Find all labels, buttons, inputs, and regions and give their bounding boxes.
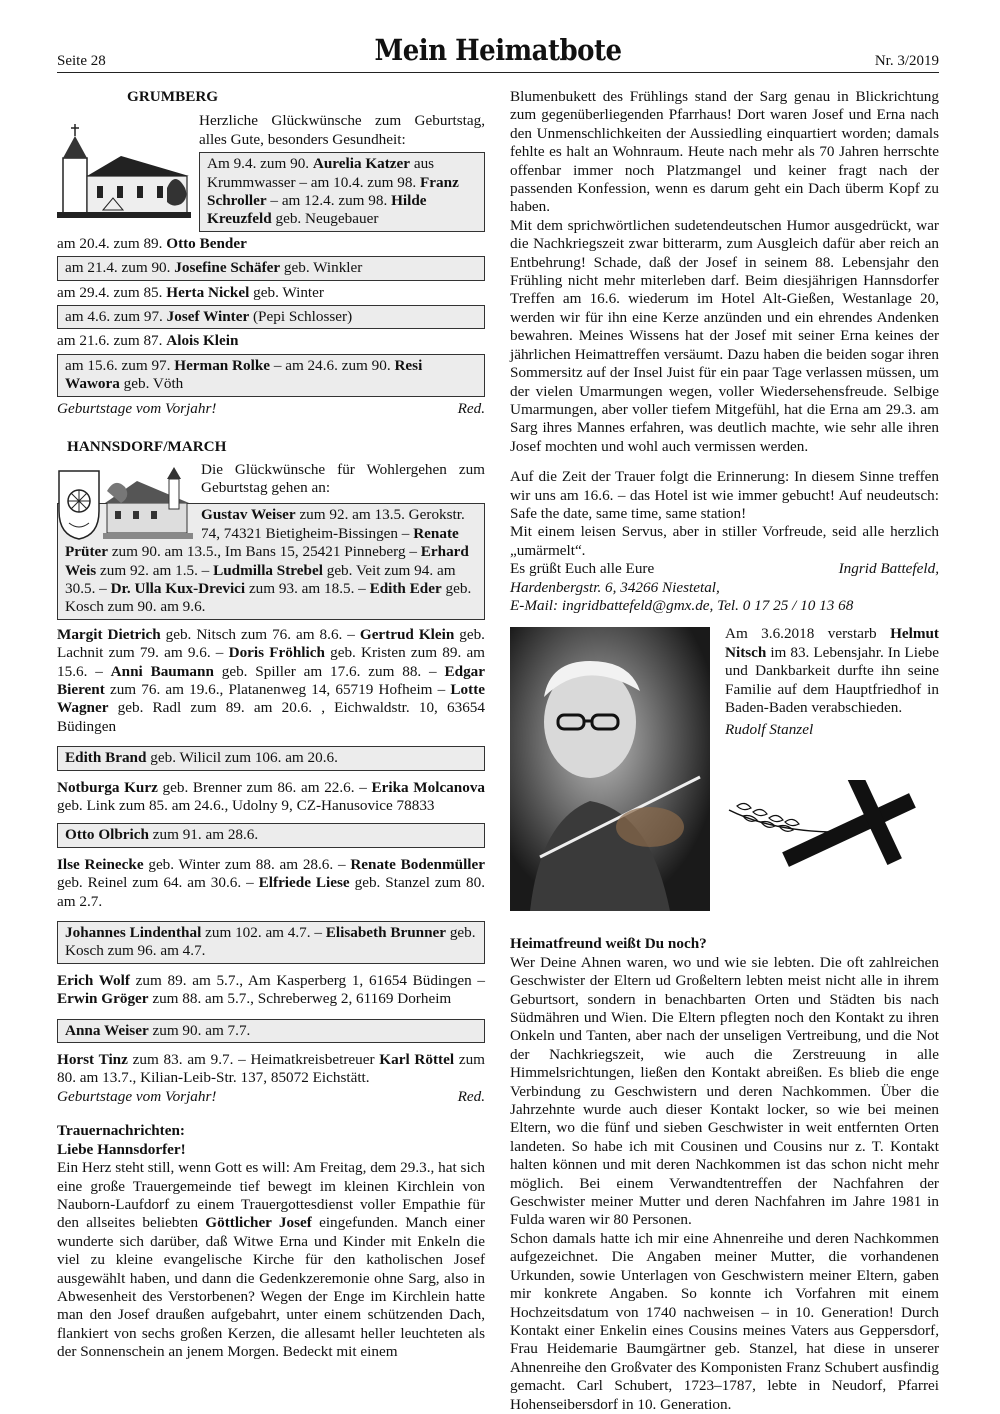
grumberg-line-2: am 29.4. zum 85. Herta Nickel geb. Winter (57, 283, 324, 301)
hannsdorf-para-2: Notburga Kurz geb. Brenner zum 86. am 22.6. – Erika Molcanova geb. Link zum 85. am 24.6., Udolny 9, CZ-Hanusovice 78833 (57, 778, 486, 814)
person-name: Aurelia Katzer (312, 155, 411, 173)
hannsdorf-intro: Die Glückwünsche für Wohlergehen zum Geburtstag gehen an: (201, 460, 485, 496)
obituary-signature: Rudolf Stanzel (725, 721, 814, 739)
hannsdorf-box-3: Otto Olbrich zum 91. am 28.6. (57, 823, 485, 847)
issue-number: Nr. 3/2019 (874, 53, 939, 69)
hannsdorf-box-4: Johannes Lindenthal zum 102. am 4.7. – Elisabeth Brunner geb. Kosch zum 96. am 4.7. (57, 921, 485, 964)
trauer-text: Ein Herz steht still, wenn Gott es will: Am Freitag, dem 29.3., hat sich eine große Trauergemeinde tief bewegt im kleinen Kirchlein von Nauborn-Laufdorf zu einem Trauergottesdienst voller Empathie für den allseites beliebten Göttlicher Josef eingefunden. Manch einer wunderte sich darüber, daß Witwe Erna und Kinder mit Enkeln die viel zu kleine evangelische Kirche für den katholischen Josef ausgewählt haben, und dann die Gedenkzeremonie ohne Sarg, also in Abwesenheit des Verstorbenen? Wegen der Enge im Kirchlein hatte man den Josef draußen aufgebahrt, unter einem schützenden Dach, flankiert von sechs großen Kerzen, die allesamt heller leuchteten als der Sonnenschein an jenem Morgen. Bedeckt mit einem (57, 1159, 485, 1361)
heimatfreund-para-1: Wer Deine Ahnen waren, wo und wie sie lebten. Die oft zahlreichen Geschwister der Eltern ud Großeltern lebten meist nicht alle in ihrem Geburtsort, sondern in benachbarten Orten und Städten bis nach Südmähren und Wien. Die Eltern pflegten noch den Kontakt zu ihren Onkeln und Tanten, aber nach der unseligen Vertreibung, und die Not der Nachkriegszeit, wie auch die Zerstreuung in alle Himmelsrichtungen, ließen den Kontakt abreißen. Es blieb die enge Verbindung zu Geschwistern und deren Nachkommen. Über die Jahrzehnte wurde auch dieser Kontakt locker, so wie bei meinen Eltern, wo die fünf und sieben Geschwister in weit entfernten Orten landeten. So habe ich mit Cousinen und Cousins nur z. T. Kontakt halten können und mit deren Nachkommen ist das schon nicht mehr möglich. Bei einem Verwandtentreffen der Nachfahren der Geschwister meiner Mutter und deren Nachfahren im Jahre 1981 in Fulda waren wir 80 Personen. (510, 953, 939, 1229)
greeting-signature: Es grüßt Euch alle Eure Ingrid Battefeld, (510, 560, 939, 578)
right-column (510, 88, 939, 1414)
grumberg-box-3: am 4.6. zum 97. Josef Winter (Pepi Schlosser) (57, 305, 485, 329)
header-rule (57, 72, 939, 73)
cross-icon (719, 780, 929, 870)
grumberg-box-4: am 15.6. zum 97. Herman Rolke – am 24.6. zum 90. Resi Wawora geb. Vöth (57, 354, 485, 397)
obituary-block (510, 625, 939, 917)
right-para-2: Mit dem sprichwörtlichen sudetendeutschen Humor ausgedrückt, war die Nachkriegszeit zwar bitterarm, zum Ausgleich dafür aber reich an Entbehrung! Schade, daß der Josef in seinem 88. Lebensjahr den Frühling nicht mehr miterleben darf. Beim diesjährigen Hannsdorfer Treffen am 16.6. wiederum im Hotel Alt-Gießen, Westanlage 20, werden wir für ihn eine Kerze anzünden und ein ehrendes Andenken bewahren. Meines Wissens hat der Josef mit seiner Erna keines der jährlichen Heimattreffen versäumt. Dazu haben die beiden sogar ihren Sommersitz auf der Insel Juist für ein paar Tage verlassen müssen, um der vielen Umarmungen wegen, voller Wiedersehensfreude. Selbige Umarmungen, aber voller tiefem Mitgefühl, hat die Erna am 29.3. am Sarg ihres Mannes erfahren, was deutlich machte, wie sehr alle ihren Josef mochten und wohl auch vermissen werden. (510, 216, 939, 455)
person-name: Franz Schroller (207, 173, 459, 210)
hannsdorf-para-5: Horst Tinz zum 83. am 9.7. – Heimatkreisbetreuer Karl Röttel zum 80. am 13.7., Kilian-Leib-Str. 137, 85072 Eichstätt. (57, 1051, 485, 1087)
masthead-logo: Mein Heimatbote (374, 34, 622, 68)
obituary-text: Am 3.6.2018 verstarb Helmut Nitsch im 83. Lebensjahr. In Liebe und Dankbarkeit durfte ihn seine Familie auf dem Hauptfriedhof in Baden-Baden verabschieden. Rudolf Stanzel (725, 625, 939, 869)
heimatfreund-section (510, 935, 939, 1414)
signature-contact: E-Mail: ingridbattefeld@gmx.de, Tel. 0 17 25 / 10 13 68 (510, 596, 854, 614)
obituary-photo (510, 627, 710, 911)
trauer-heading: Trauernachrichten: (57, 1122, 185, 1140)
hannsdorf-para-1: Margit Dietrich geb. Nitsch zum 76. am 8.6. – Gertrud Klein geb. Lachnit zum 79. am 9.6. – Doris Fröhlich geb. Kristen zum 89. am 15.6. – Anni Baumann geb. Spiller am 17.6. zum 88. – Edgar Bierent zum 76. am 19.6., Platanenweg 14, 65719 Hofheim – Lotte Wagner geb. Radl zum 89. am 20.6. , Eichwaldstr. 10, 63654 Büdingen (57, 625, 486, 735)
right-para-3: Auf die Zeit der Trauer folgt die Erinnerung: In diesem Sinne treffen wir uns am 16.6. – das Hotel ist wie immer gebucht! Auf neudeutsch: Safe the date, same time, same station! (510, 468, 939, 522)
trauer-subheading: Liebe Hannsdorfer! (57, 1140, 186, 1158)
grumberg-line-1: am 20.4. zum 89. Otto Bender (57, 234, 247, 252)
grumberg-signature: Geburtstage vom Vorjahr! Red. (57, 399, 485, 417)
right-para-1: Blumenbukett des Frühlings stand der Sarg genau in Blickrichtung zum gegenüberliegenden Pfarrhaus! Dort waren Josef und Erna nach den Unmenschlichkeiten der Aussiedling einquartiert worden; damals fehlte es halt an Wohnraum. Heute nach mehr als 70 Jahren herrschte offenbar immer noch Platzmangel und keiner fragt nach der passenden Konfession, wenn es darum geht ein Dach überm Kopf zu haben. (510, 88, 939, 216)
hannsdorf-heading: HANNSDORF/MARCH (67, 438, 227, 456)
page-number: Seite 28 (57, 53, 106, 69)
person-name: Hilde Kreuzfeld (207, 192, 427, 228)
hannsdorf-box-1: Gustav Weiser zum 92. am 13.5. Gerokstr. 74, 74321 Bietigheim-Bissingen – Renate Prüter zum 90. am 13.5., Im Bans 15, 25421 Pinneberg – Erhard Weis zum 92. am 1.5. – Ludmilla Strebel geb. Veit zum 94. am 30.5. – Dr. Ulla Kux-Drevici zum 93. am 18.5. – Edith Eder geb. Kosch zum 90. am 9.6. (57, 503, 485, 619)
grumberg-intro: Herzliche Glückwünsche zum Geburtstag, alles Gute, besonders Gesundheit: (199, 112, 485, 148)
hannsdorf-section (57, 438, 485, 1106)
left-column (57, 88, 485, 1362)
trauer-section (57, 1122, 485, 1361)
church-illustration (57, 118, 191, 218)
grumberg-line-3: am 21.6. zum 87. Alois Klein (57, 332, 239, 350)
grumberg-box-2: am 21.4. zum 90. Josefine Schäfer geb. Winkler (57, 256, 485, 280)
grumberg-heading: GRUMBERG (127, 88, 219, 105)
hannsdorf-para-4: Erich Wolf zum 89. am 5.7., Am Kasperberg 1, 61654 Büdingen – Erwin Gröger zum 88. am 5.7., Schreberweg 2, 61169 Dorheim (57, 971, 485, 1008)
right-para-4: Mit einem leisen Servus, aber in stiller Vorfreude, seid alle herzlich „umärmelt“. (510, 523, 939, 559)
page-header (57, 36, 939, 70)
hannsdorf-signature: Geburtstage vom Vorjahr! Red. (57, 1087, 485, 1105)
hannsdorf-box-5: Anna Weiser zum 90. am 7.7. (57, 1019, 485, 1043)
hannsdorf-box-2: Edith Brand geb. Wilicil zum 106. am 20.6. (57, 746, 485, 770)
grumberg-section (57, 88, 485, 418)
heimatfreund-heading: Heimatfreund weißt Du noch? (510, 935, 707, 953)
signature-address: Hardenbergstr. 6, 34266 Niestetal, (510, 578, 720, 596)
hannsdorf-para-3: Ilse Reinecke geb. Winter zum 88. am 28.6. – Renate Bodenmüller geb. Reinel zum 64. am 30.6. – Elfriede Liese geb. Stanzel zum 80. am 2.7. (57, 855, 486, 910)
hannsdorf-illustration (57, 463, 195, 541)
heimatfreund-para-2: Schon damals hatte ich mir eine Ahnenreihe und deren Nachkommen aufgezeichnet. Die Angaben meiner Mutter, die vorhandenen Urkunden, sowie Unterlagen von Geschwistern meiner Eltern, gaben mir konkrete Angaben. So konnte ich Vorfahren mit einem Hochzeitsdatum von 1740 nachweisen – in 10. Generation! Durch Kontakt einer Enkelin eines Cousins meines Vaters aus Geppersdorf, Frau Heidemarie Baumgärtner geb. Stanzel, hat diese in unserer Ahnenreihe den Großvater des Komponisten Franz Schubert ausfindig gemacht. Carl Schubert, 1723–1787, lebte in Neudorf, Pfarrei Hohenseibersdorf in 10. Generation. (510, 1229, 939, 1413)
grumberg-box-1: Am 9.4. zum 90. Aurelia Katzer aus Krummwasser – am 10.4. zum 98. Franz Schroller – am 12.4. zum 98. Hilde Kreuzfeld geb. Neugebauer (199, 152, 485, 232)
